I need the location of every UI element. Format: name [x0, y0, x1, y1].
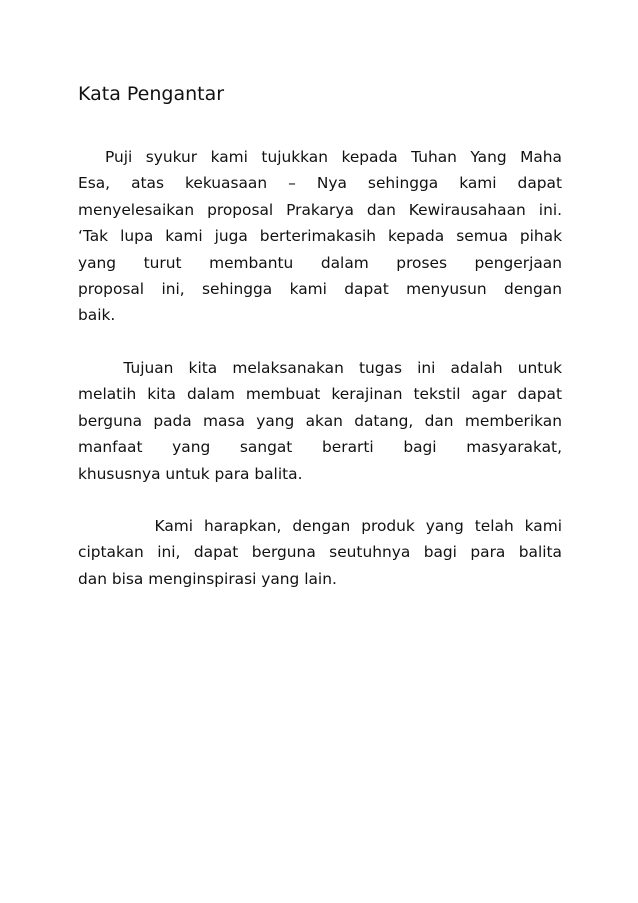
paragraph-3: [78, 513, 562, 592]
text-line: Puji syukur kami tujukkan kepada Tuhan Yang Maha: [78, 148, 562, 166]
text-line: yang turut membantu dalam proses pengerjaan: [78, 253, 562, 272]
text-line: ciptakan ini, dapat berguna seutuhnya bagi para balita: [78, 543, 562, 562]
text-line: dan bisa menginspirasi yang lain.: [78, 569, 337, 588]
text-line: Kami harapkan, dengan produk yang telah kami: [78, 517, 562, 535]
text-line: khususnya untuk para balita.: [78, 464, 303, 483]
text-line: ‘Tak lupa kami juga berterimakasih kepada semua pihak: [78, 227, 562, 246]
text-line: menyelesaikan proposal Prakarya dan Kewirausahaan ini.: [78, 200, 562, 219]
page-title: Kata Pengantar: [78, 83, 225, 105]
paragraph-1: [78, 144, 562, 329]
text-line: baik.: [78, 306, 116, 325]
text-line: Tujuan kita melaksanakan tugas ini adalah untuk: [78, 359, 562, 377]
paragraph-2: [78, 355, 562, 487]
text-line: melatih kita dalam membuat kerajinan tekstil agar dapat: [78, 385, 562, 404]
text-line: manfaat yang sangat berarti bagi masyarakat,: [78, 438, 562, 457]
text-line: proposal ini, sehingga kami dapat menyusun dengan: [78, 279, 562, 298]
text-line: Esa, atas kekuasaan – Nya sehingga kami dapat: [78, 174, 562, 193]
text-line: berguna pada masa yang akan datang, dan memberikan: [78, 411, 562, 430]
